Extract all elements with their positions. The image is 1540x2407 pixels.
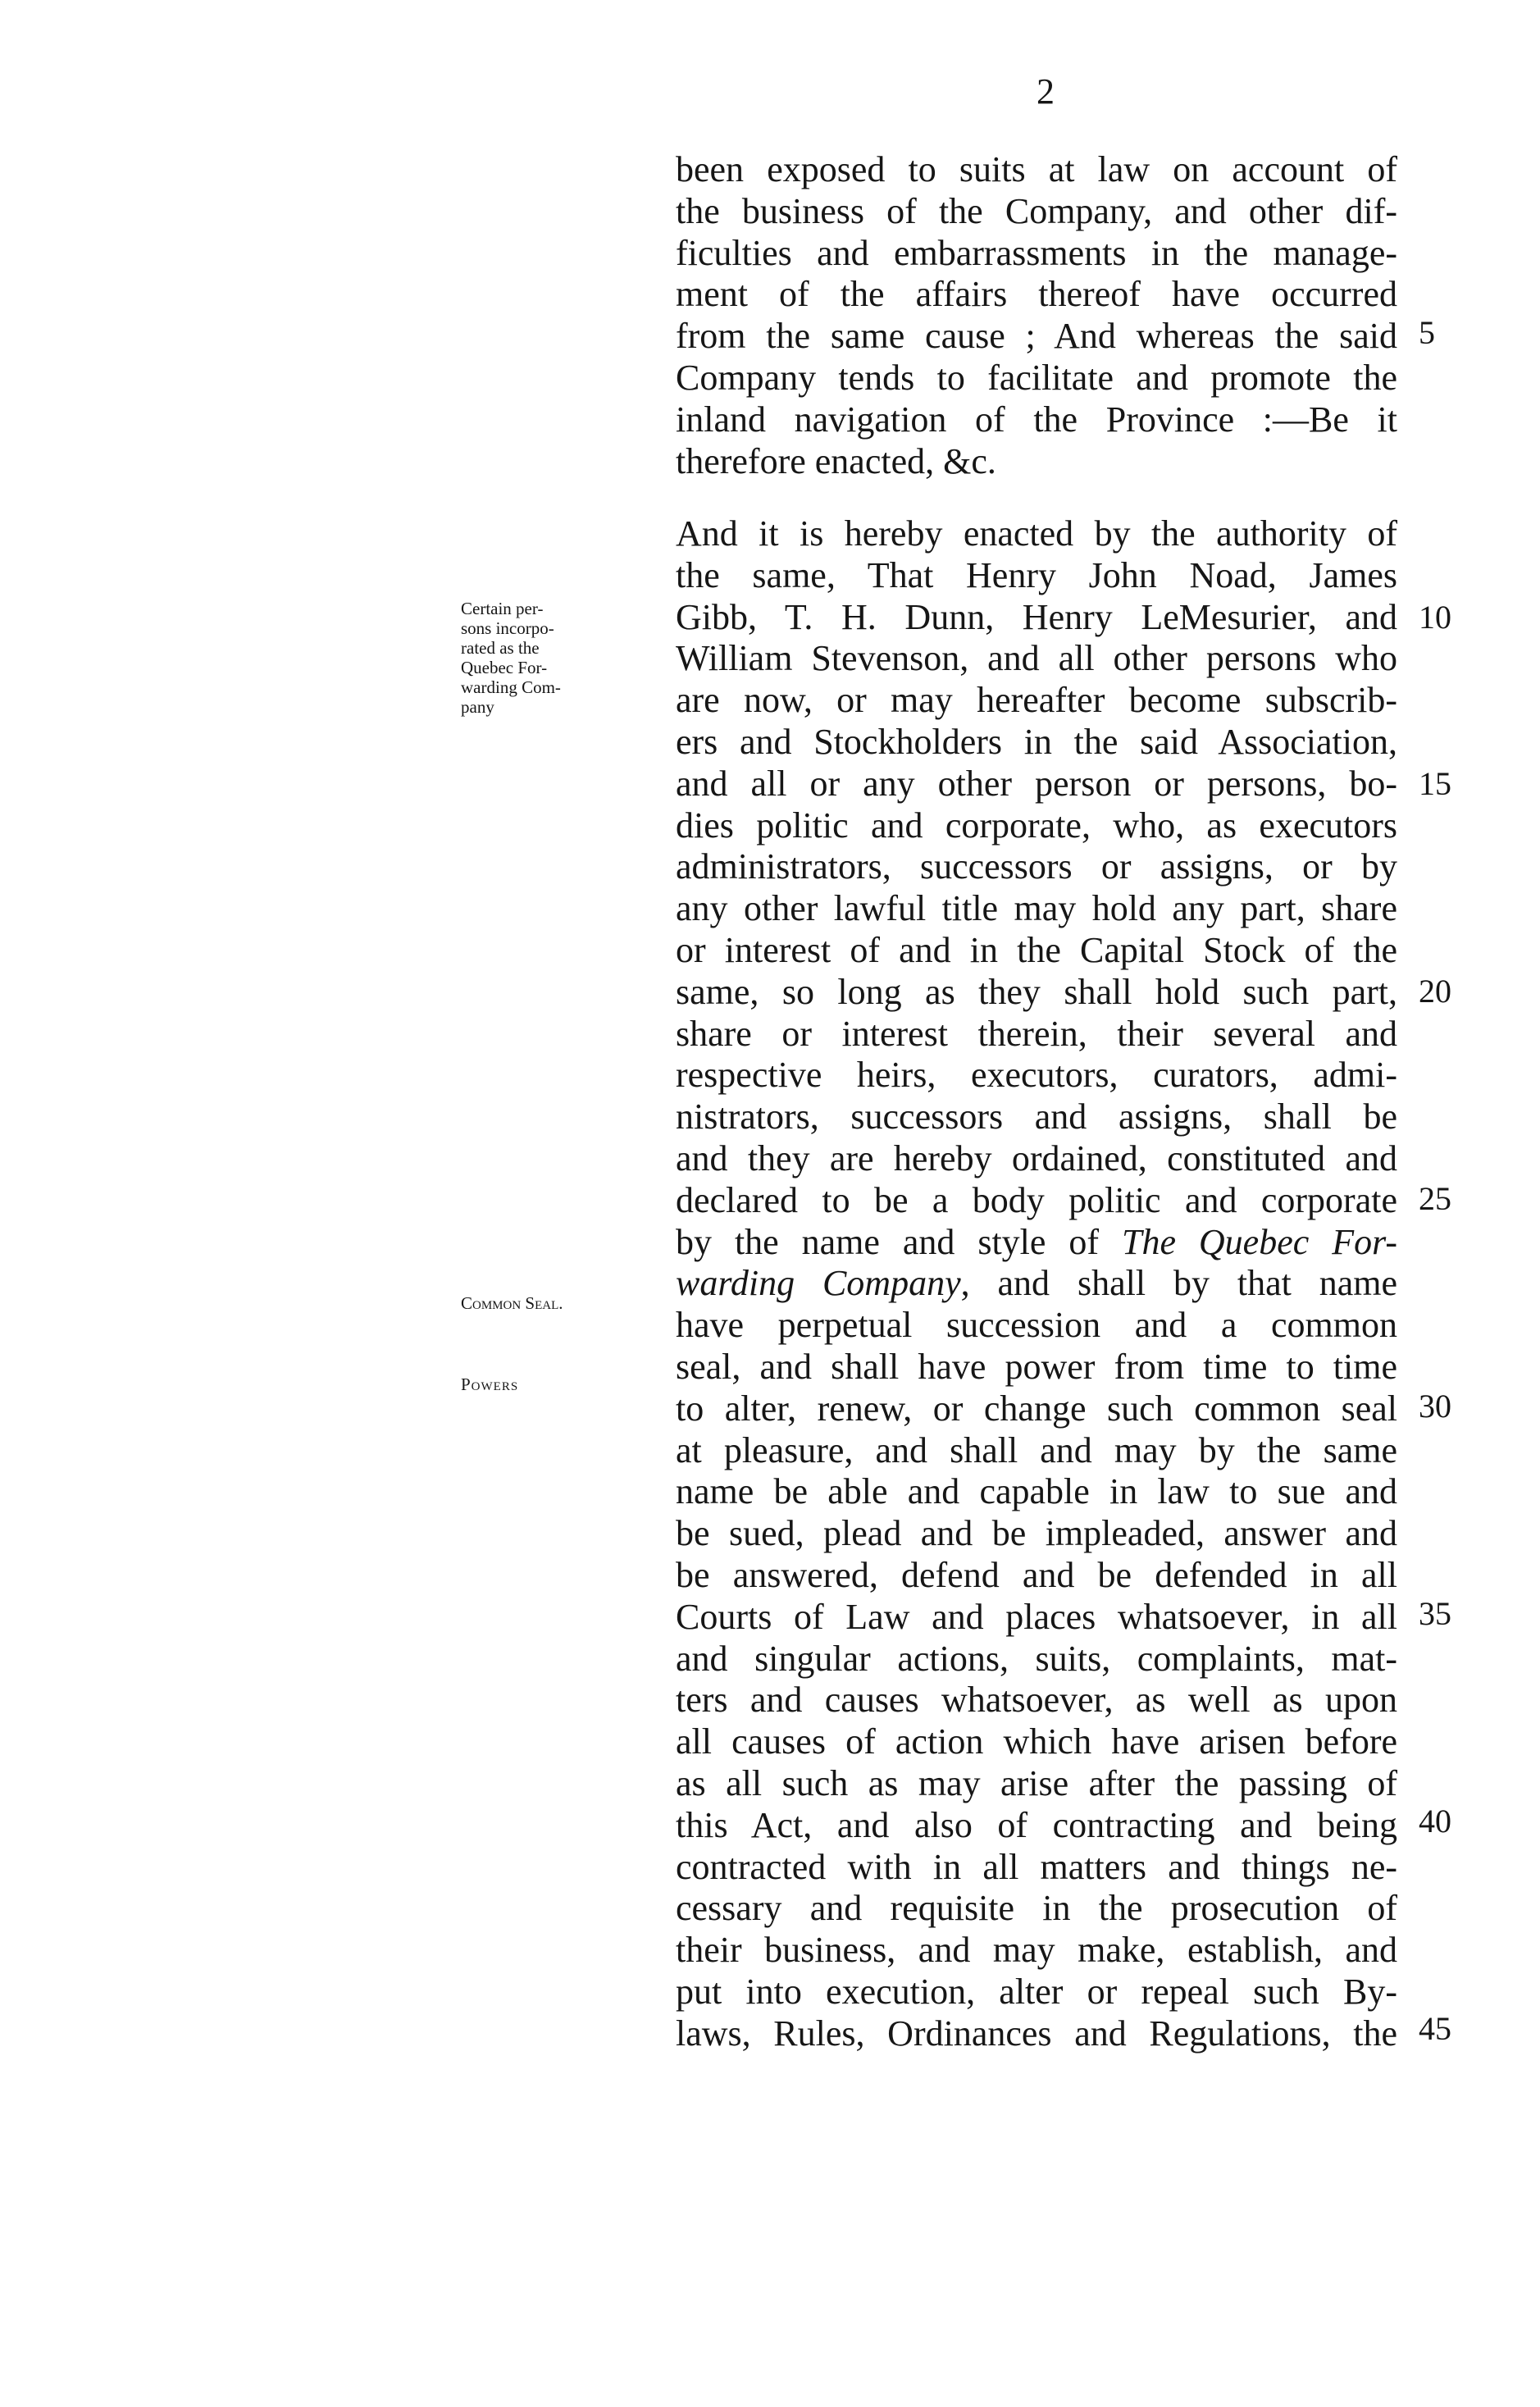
margin-note-common-seal: Common Seal. (461, 1293, 563, 1313)
text-line: are now, or may hereafter become subscrib- (676, 680, 1397, 721)
text-line: this Act, and also of contracting and being (676, 1804, 1397, 1845)
text-line: share or interest therein, their several and (676, 1013, 1397, 1054)
line-number-5: 5 (1419, 314, 1435, 351)
line-number-30: 30 (1419, 1388, 1451, 1425)
line-number-10: 10 (1419, 599, 1451, 636)
page-number: 2 (1037, 71, 1055, 112)
line-number-15: 15 (1419, 765, 1451, 802)
text-line: as all such as may arise after the passing of (676, 1762, 1397, 1803)
text-line: William Stevenson, and all other persons who (676, 638, 1397, 679)
text-line: been exposed to suits at law on account of (676, 149, 1397, 189)
text-line: Gibb, T. H. Dunn, Henry LeMesurier, and (676, 596, 1397, 637)
text-line: contracted with in all matters and things ne- (676, 1846, 1397, 1887)
text-line: all causes of action which have arisen before (676, 1721, 1397, 1762)
text-line: their business, and may make, establish, and (676, 1930, 1397, 1971)
text-line: same, so long as they shall hold such part, (676, 971, 1397, 1012)
line-number-40: 40 (1419, 1803, 1451, 1839)
text-line: any other lawful title may hold any part, share (676, 888, 1397, 929)
text-line: be answered, defend and be defended in all (676, 1554, 1397, 1595)
margin-note-certain-persons (461, 599, 561, 717)
text-line: to alter, renew, or change such common seal (676, 1388, 1397, 1429)
text-line: the same, That Henry John Noad, James (676, 554, 1397, 595)
text-line: declared to be a body politic and corporate (676, 1179, 1397, 1220)
company-name-italic: warding Company (676, 1263, 961, 1304)
text-line: at pleasure, and shall and may by the same (676, 1429, 1397, 1470)
text-line: respective heirs, executors, curators, admi- (676, 1055, 1397, 1096)
text-line: ficulties and embarrassments in the manage- (676, 232, 1397, 273)
margin-note-line: Certain per- (461, 599, 544, 618)
paragraph-1 (676, 149, 1397, 482)
text-line: therefore enacted, &c. (676, 440, 996, 481)
text-line: have perpetual succession and a common (676, 1305, 1397, 1346)
text-line: Courts of Law and places whatsoever, in all (676, 1596, 1397, 1637)
paragraph-2 (676, 513, 1397, 2054)
text-line: Company tends to facilitate and promote the (676, 357, 1397, 398)
margin-note-line: Quebec For- (461, 658, 548, 677)
text-line: ters and causes whatsoever, as well as upon (676, 1680, 1397, 1721)
text-line: from the same cause ; And whereas the said (676, 316, 1397, 357)
text-line (676, 1263, 1397, 1305)
line-number-45: 45 (1419, 2010, 1451, 2047)
margin-note-line: warding Com- (461, 677, 561, 697)
text-line (676, 1222, 1397, 1264)
text-span: , and shall by that name (960, 1263, 1397, 1304)
text-line: and singular actions, suits, complaints, mat- (676, 1638, 1397, 1679)
text-line: and they are hereby ordained, constituted and (676, 1137, 1397, 1178)
text-line: laws, Rules, Ordinances and Regulations, the (676, 2013, 1397, 2054)
text-line: put into execution, alter or repeal such By- (676, 1971, 1397, 2012)
line-number-35: 35 (1419, 1595, 1451, 1632)
text-line: or interest of and in the Capital Stock of the (676, 929, 1397, 970)
text-line: nistrators, successors and assigns, shall be (676, 1096, 1397, 1137)
text-line: administrators, successors or assigns, or by (676, 846, 1397, 887)
line-number-25: 25 (1419, 1180, 1451, 1217)
text-line: the business of the Company, and other dif- (676, 190, 1397, 231)
margin-note-powers: Powers (461, 1374, 519, 1394)
text-line: And it is hereby enacted by the authority of (676, 513, 1397, 554)
text-span: by the name and style of (676, 1221, 1122, 1262)
text-line: cessary and requisite in the prosecution of (676, 1888, 1397, 1929)
line-number-20: 20 (1419, 973, 1451, 1010)
text-line: ers and Stockholders in the said Association, (676, 721, 1397, 762)
text-line: and all or any other person or persons, bo- (676, 763, 1397, 804)
text-line: name be able and capable in law to sue and (676, 1471, 1397, 1512)
text-line: seal, and shall have power from time to time (676, 1346, 1397, 1387)
text-line: inland navigation of the Province :—Be it (676, 399, 1397, 440)
text-line: ment of the affairs thereof have occurred (676, 274, 1397, 315)
margin-note-line: pany (461, 697, 494, 717)
company-name-italic: The Quebec For- (1121, 1221, 1397, 1262)
text-line: be sued, plead and be impleaded, answer and (676, 1513, 1397, 1554)
text-line: dies politic and corporate, who, as executors (676, 805, 1397, 846)
margin-note-line: rated as the (461, 638, 540, 658)
margin-note-line: sons incorpo- (461, 618, 554, 638)
